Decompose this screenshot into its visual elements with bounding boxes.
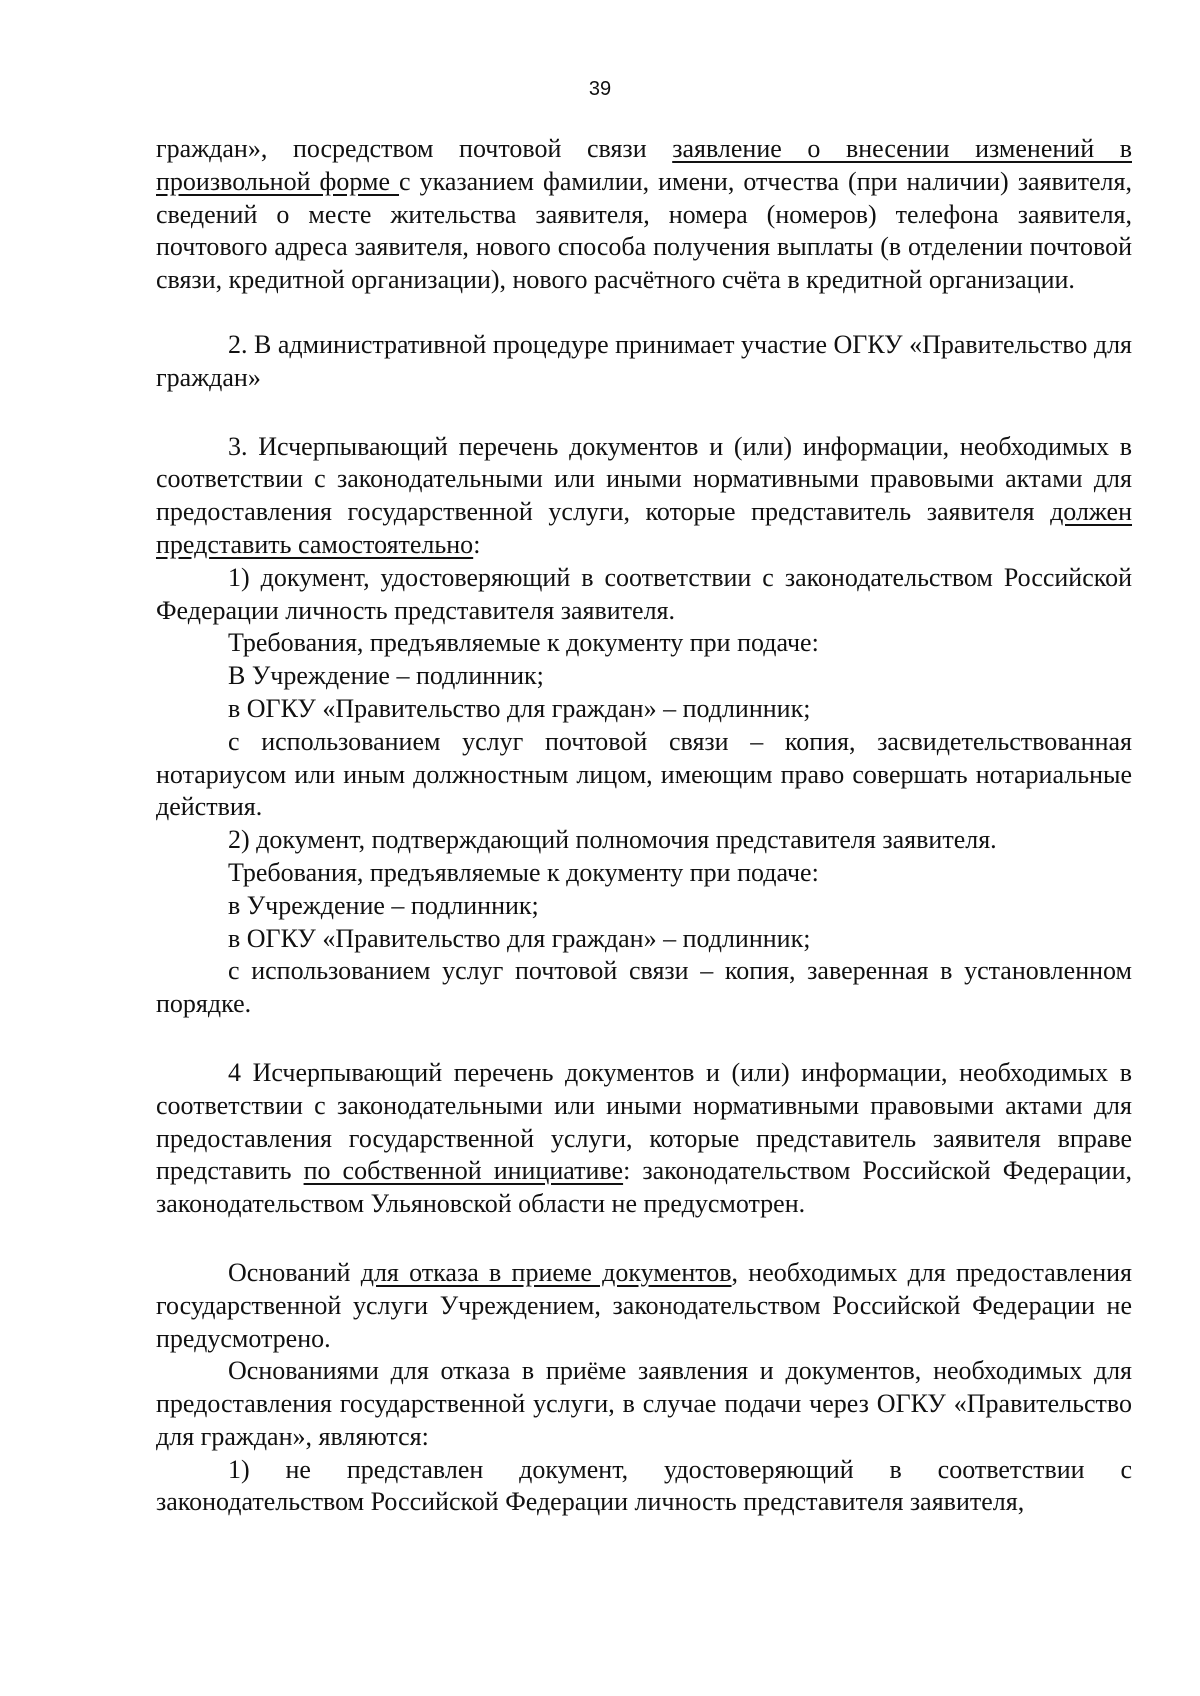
list-item: 2) документ, подтверждающий полномочия представителя заявителя. [228,825,997,855]
list-item: в ОГКУ «Правительство для граждан» – подлинник; [228,923,811,953]
list-item: в Учреждение – подлинник; [228,890,539,920]
document-body [156,133,1132,1519]
paragraph-6: Основаниями для отказа в приёме заявления и документов, необходимых для предоставления государственной услуги, в случае подачи через ОГКУ «Правительство для граждан», являются: [156,1356,1132,1451]
paragraph-3 [156,431,1132,562]
text-run: граждан», посредством почтовой связи [156,134,673,163]
underlined-phrase: для отказа в приеме документов [360,1257,732,1287]
list-item: 1) документ, удостоверяющий в соответствии с законодательством Российской Федерации личность представителя заявителя. [156,562,1132,625]
paragraph-continuation [156,133,1132,297]
text-run: : законодательством Российской Федерации, законодательством Ульяновской области не предусмотрен. [156,1156,1132,1219]
list-item: Требования, предъявляемые к документу при подаче: [228,857,819,887]
list-item: с использованием услуг почтовой связи – копия, заверенная в установленном порядке. [156,956,1132,1019]
underlined-phrase: по собственной инициативе [303,1156,624,1186]
underlined-phrase: заявление о внесении изменений в произвольной форме [156,134,1132,196]
text-run: : [473,529,481,559]
list-item: В Учреждение – подлинник; [228,661,544,691]
list-item: с использованием услуг почтовой связи – копия, засвидетельствованная нотариусом или иным должностным лицом, имеющим право совершать нотариальные действия. [156,726,1132,822]
list-item: Требования, предъявляемые к документу при подаче: [228,628,819,658]
text-run: 4 Исчерпывающий перечень документов и (или) информации, необходимых в соответствии с законодательными или иными нормативными правовыми актами для предоставления государственной услуги, которые представитель заявителя вправе представить [156,1057,1132,1186]
text-run: 3. Исчерпывающий перечень документов и (или) информации, необходимых в соответствии с законодательными или иными нормативными правовыми актами для предоставления государственной услуги, которые представитель заявителя [156,431,1132,527]
underlined-phrase: должен представить самостоятельно [156,497,1132,559]
paragraph-2: 2. В административной процедуре принимает участие ОГКУ «Правительство для граждан» [156,329,1132,392]
paragraph-5 [156,1257,1132,1355]
list-item: в ОГКУ «Правительство для граждан» – подлинник; [228,693,811,723]
text-run: , необходимых для предоставления государственной услуги Учреждением, законодательством Российской Федерации не предусмотрено. [156,1257,1132,1353]
paragraph-7: 1) не представлен документ, удостоверяющий в соответствии с законодательством Российской Федерации личность представителя заявителя, [156,1454,1132,1517]
paragraph-4 [156,1057,1132,1221]
text-run: с указанием фамилии, имени, отчества (при наличии) заявителя, сведений о месте жительства заявителя, номера (номеров) телефона заявителя, почтового адреса заявителя, нового способа получения выплаты (в отделении почтовой связи, кредитной организации), нового расчётного счёта в кредитной организации. [156,166,1132,295]
page-number: 39 [588,78,612,100]
text-run: Оснований [228,1257,361,1287]
